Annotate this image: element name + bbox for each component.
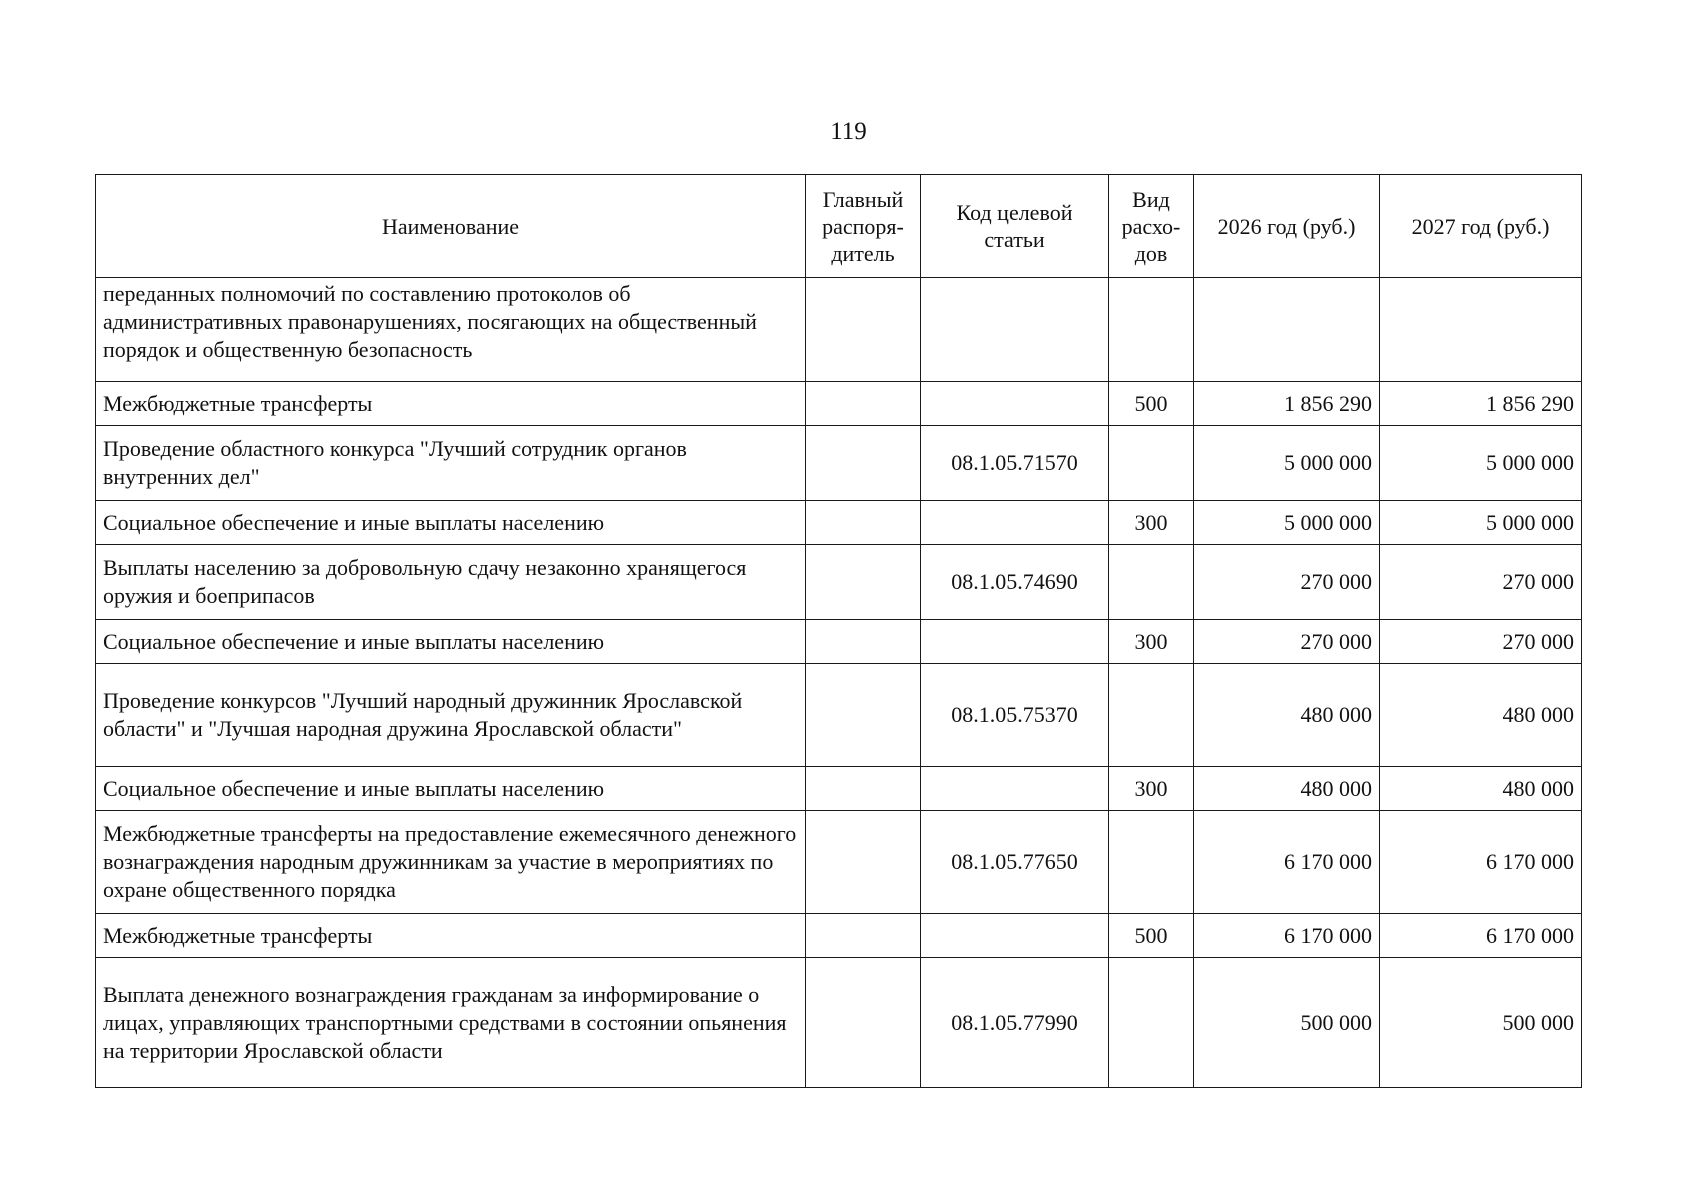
header-target-code: Код целевой статьи: [921, 175, 1109, 278]
table-row: [96, 278, 1582, 382]
row-expense-type: 300: [1109, 767, 1194, 811]
row-amount-2026: 500 000: [1194, 958, 1380, 1088]
row-target-code: [921, 767, 1109, 811]
row-target-code: 08.1.05.75370: [921, 664, 1109, 767]
row-amount-2027: 6 170 000: [1380, 811, 1582, 914]
row-target-code: [921, 501, 1109, 545]
row-amount-2027: 480 000: [1380, 767, 1582, 811]
page-number: 119: [830, 118, 867, 145]
row-amount-2027: 480 000: [1380, 664, 1582, 767]
row-target-code: 08.1.05.71570: [921, 426, 1109, 501]
row-amount-2027: 270 000: [1380, 620, 1582, 664]
row-expense-type: 300: [1109, 620, 1194, 664]
row-chief-manager: [806, 545, 921, 620]
row-name: Проведение областного конкурса "Лучший сотрудник органов внутренних дел": [96, 426, 806, 501]
row-amount-2026: 480 000: [1194, 767, 1380, 811]
row-chief-manager: [806, 426, 921, 501]
row-chief-manager: [806, 620, 921, 664]
header-expense-type: Вид расхо-дов: [1109, 175, 1194, 278]
table-row: [96, 958, 1582, 1088]
row-chief-manager: [806, 767, 921, 811]
table-row: [96, 426, 1582, 501]
row-chief-manager: [806, 811, 921, 914]
row-expense-type: [1109, 664, 1194, 767]
row-name: Выплата денежного вознаграждения гражданам за информирование о лицах, управляющих транспортными средствами в состоянии опьянения на территории Ярославской области: [96, 958, 806, 1088]
row-amount-2027: [1380, 278, 1582, 382]
row-target-code: 08.1.05.74690: [921, 545, 1109, 620]
table-header-row: [96, 175, 1582, 278]
row-chief-manager: [806, 914, 921, 958]
table-row: [96, 914, 1582, 958]
row-amount-2026: [1194, 278, 1380, 382]
header-year-2026: 2026 год (руб.): [1194, 175, 1380, 278]
row-target-code: 08.1.05.77990: [921, 958, 1109, 1088]
row-amount-2027: 500 000: [1380, 958, 1582, 1088]
row-expense-type: [1109, 545, 1194, 620]
row-amount-2026: 5 000 000: [1194, 426, 1380, 501]
row-amount-2026: 5 000 000: [1194, 501, 1380, 545]
row-target-code: [921, 278, 1109, 382]
row-expense-type: [1109, 426, 1194, 501]
row-expense-type: [1109, 811, 1194, 914]
row-amount-2027: 5 000 000: [1380, 501, 1582, 545]
row-amount-2026: 6 170 000: [1194, 811, 1380, 914]
row-amount-2026: 6 170 000: [1194, 914, 1380, 958]
row-chief-manager: [806, 501, 921, 545]
row-target-code: [921, 620, 1109, 664]
header-name: Наименование: [96, 175, 806, 278]
row-chief-manager: [806, 958, 921, 1088]
row-expense-type: [1109, 278, 1194, 382]
table-row: [96, 501, 1582, 545]
row-name: Социальное обеспечение и иные выплаты населению: [96, 501, 806, 545]
row-amount-2026: 270 000: [1194, 620, 1380, 664]
row-chief-manager: [806, 382, 921, 426]
row-amount-2027: 6 170 000: [1380, 914, 1582, 958]
row-name: Межбюджетные трансферты на предоставление ежемесячного денежного вознаграждения народным дружинникам за участие в мероприятиях по охране общественного порядка: [96, 811, 806, 914]
header-year-2027: 2027 год (руб.): [1380, 175, 1582, 278]
row-name: Проведение конкурсов "Лучший народный дружинник Ярославской области" и "Лучшая народная дружина Ярославской области": [96, 664, 806, 767]
row-expense-type: [1109, 958, 1194, 1088]
row-chief-manager: [806, 664, 921, 767]
row-amount-2027: 5 000 000: [1380, 426, 1582, 501]
row-name: Межбюджетные трансферты: [96, 914, 806, 958]
table-row: [96, 767, 1582, 811]
row-amount-2026: 1 856 290: [1194, 382, 1380, 426]
row-name: Социальное обеспечение и иные выплаты населению: [96, 767, 806, 811]
row-target-code: [921, 382, 1109, 426]
row-name: Выплаты населению за добровольную сдачу незаконно хранящегося оружия и боеприпасов: [96, 545, 806, 620]
row-amount-2027: 270 000: [1380, 545, 1582, 620]
row-expense-type: 500: [1109, 382, 1194, 426]
row-target-code: 08.1.05.77650: [921, 811, 1109, 914]
header-chief-manager: Главный распоря-дитель: [806, 175, 921, 278]
row-amount-2026: 270 000: [1194, 545, 1380, 620]
table-row: [96, 545, 1582, 620]
row-expense-type: 500: [1109, 914, 1194, 958]
row-name: Социальное обеспечение и иные выплаты населению: [96, 620, 806, 664]
row-name: переданных полномочий по составлению протоколов об административных правонарушениях, посягающих на общественный порядок и общественную безопасность: [96, 278, 806, 382]
row-amount-2027: 1 856 290: [1380, 382, 1582, 426]
row-chief-manager: [806, 278, 921, 382]
table-row: [96, 811, 1582, 914]
budget-table: [95, 174, 1582, 1088]
row-amount-2026: 480 000: [1194, 664, 1380, 767]
table-row: [96, 664, 1582, 767]
row-name: Межбюджетные трансферты: [96, 382, 806, 426]
table-row: [96, 620, 1582, 664]
row-target-code: [921, 914, 1109, 958]
table-row: [96, 382, 1582, 426]
row-expense-type: 300: [1109, 501, 1194, 545]
